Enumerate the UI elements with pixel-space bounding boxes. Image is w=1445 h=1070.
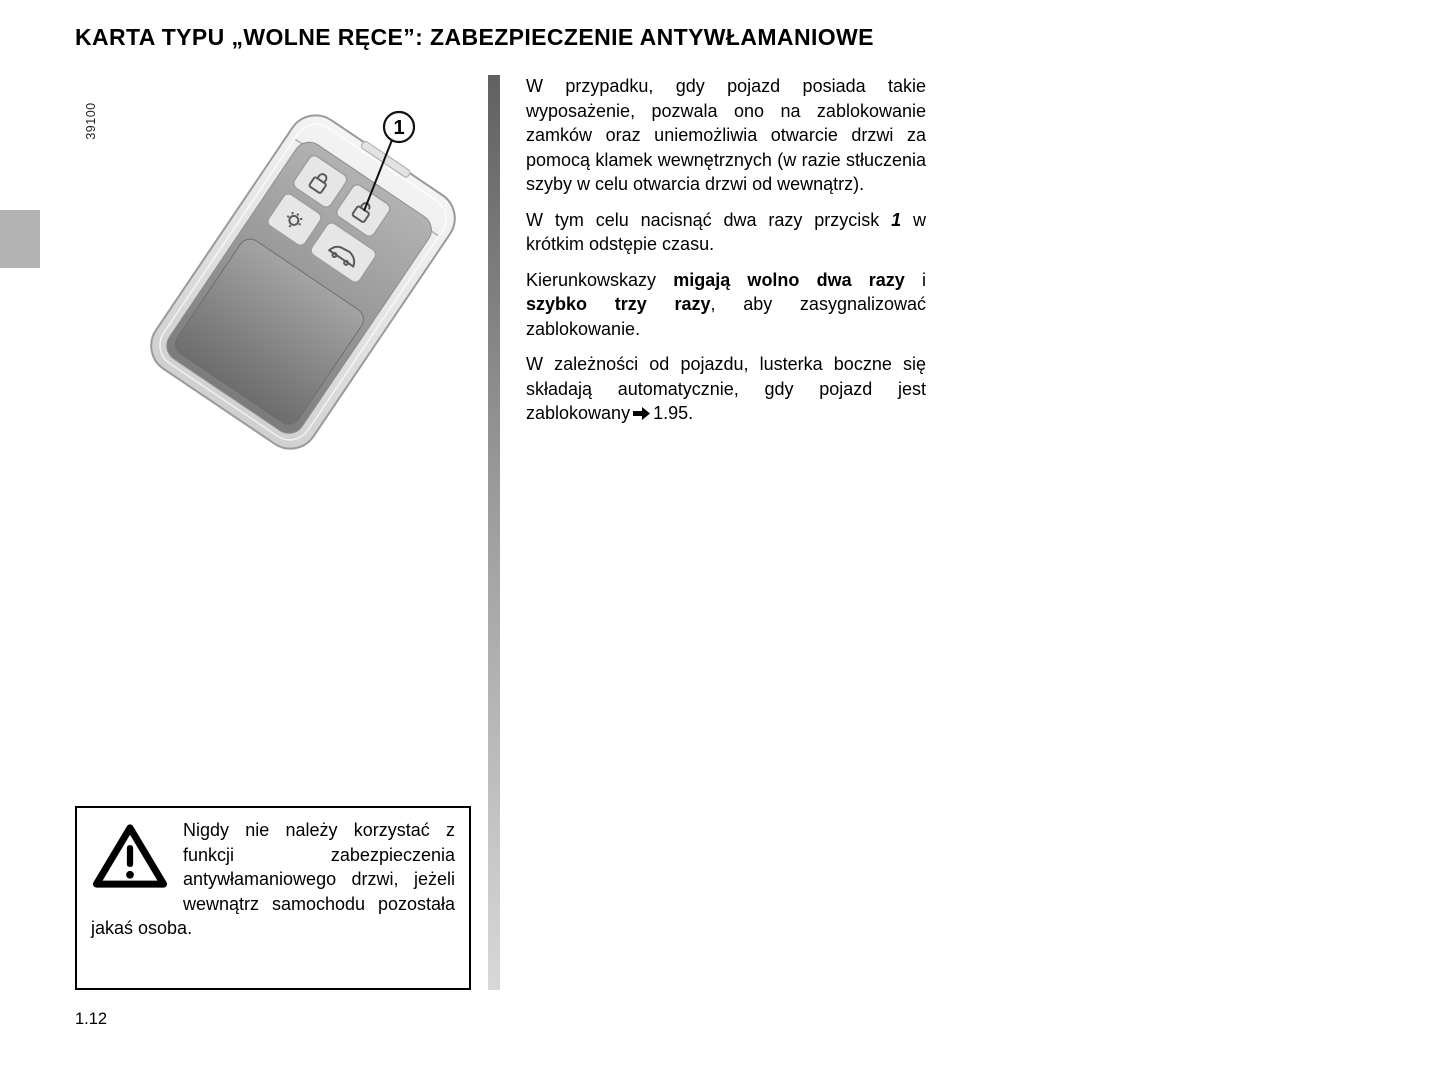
figure-callout-number: 1 [393,117,405,139]
warning-box [75,806,471,990]
button-reference: 1 [891,209,902,230]
instruction-paragraph [526,208,926,257]
page-title: KARTA TYPU „WOLNE RĘCE”: ZABEZPIECZENIE ANTYWŁAMANIOWE [75,24,874,50]
mirrors-paragraph [526,352,926,426]
paragraph-text: W tym celu nacisnąć dwa razy przycisk [526,209,892,230]
figure-photo-id: 39100 [84,102,98,140]
paragraph-text: W zależności od pojazdu, lusterka boczne się składają automatycznie, gdy pojazd jest zablokowany [526,354,926,423]
page-number: 1.12 [75,1010,108,1028]
indicators-paragraph [526,268,926,342]
cross-reference-page: 1.95. [653,403,694,423]
section-tab-marker [0,210,40,268]
paragraph-text: Kierunkowskazy [526,269,674,290]
cross-reference-arrow-icon [633,407,650,420]
bold-text: migają wolno dwa razy [673,269,905,290]
paragraph-text: W przypadku, gdy pojazd posiada takie wyposażenie, pozwala ono na zablokowanie zamków oraz uniemożliwia otwarcie drzwi za pomocą klamek wewnętrznych (w razie stłuczenia szyby w celu otwarcia drzwi od wewnątrz). [526,76,926,194]
vertical-divider [488,75,500,990]
paragraph-text: i [904,269,927,290]
keycard-figure [75,70,475,480]
paragraph-text: , aby zasygnalizować zablokowanie. [526,294,926,339]
body-text-column [526,74,926,437]
warning-icon [91,820,169,892]
paragraph-text: w krótkim odstępie czasu. [526,209,927,254]
warning-text: Nigdy nie należy korzystać z funkcji zabezpieczenia antywłamaniowego drzwi, jeżeli wewnątrz samochodu pozostała jakaś osoba. [91,820,455,938]
bold-text: szybko trzy razy [526,294,711,314]
intro-paragraph [526,74,926,197]
keycard-illustration [75,70,475,480]
